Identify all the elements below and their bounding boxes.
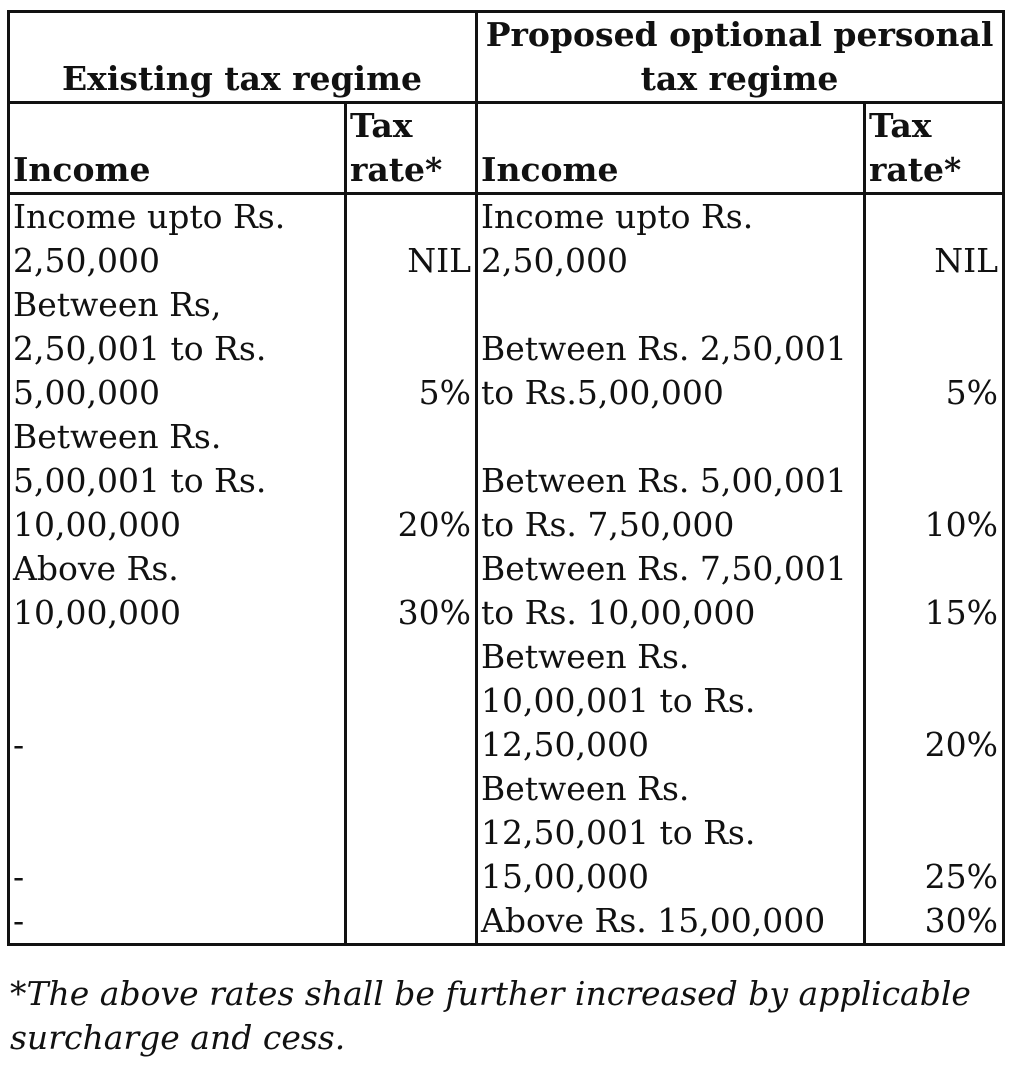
proposed-tax-rate-column-header: Tax rate* (865, 103, 1004, 194)
proposed-income-cell: Between Rs. 2,50,001 to Rs.5,00,000 (477, 283, 865, 415)
proposed-rate-cell: 15% (865, 547, 1004, 635)
table-row (9, 283, 1004, 415)
proposed-rate-cell: 10% (865, 415, 1004, 547)
table-row (9, 194, 1004, 284)
table-row (9, 415, 1004, 547)
proposed-rate-cell: NIL (865, 194, 1004, 284)
proposed-income-cell: Between Rs. 10,00,001 to Rs. 12,50,000 (477, 635, 865, 767)
table-row (9, 635, 1004, 767)
existing-income-cell: - (9, 899, 346, 945)
proposed-rate-cell: 30% (865, 899, 1004, 945)
existing-regime-header: Existing tax regime (9, 12, 477, 103)
existing-rate-cell (346, 635, 477, 767)
existing-tax-rate-column-header: Tax rate* (346, 103, 477, 194)
column-header-row (9, 103, 1004, 194)
existing-rate-cell: NIL (346, 194, 477, 284)
existing-income-cell: Between Rs. 5,00,001 to Rs. 10,00,000 (9, 415, 346, 547)
table-row (9, 899, 1004, 945)
existing-income-column-header: Income (9, 103, 346, 194)
proposed-regime-header: Proposed optional personal tax regime (477, 12, 1004, 103)
proposed-rate-cell: 5% (865, 283, 1004, 415)
table-row (9, 767, 1004, 899)
regime-header-row (9, 12, 1004, 103)
proposed-income-cell: Above Rs. 15,00,000 (477, 899, 865, 945)
existing-rate-cell (346, 767, 477, 899)
table-row (9, 547, 1004, 635)
existing-income-cell: Income upto Rs. 2,50,000 (9, 194, 346, 284)
proposed-rate-cell: 20% (865, 635, 1004, 767)
tax-rate-comparison-table (7, 10, 1005, 946)
proposed-rate-cell: 25% (865, 767, 1004, 899)
existing-income-cell: Above Rs. 10,00,000 (9, 547, 346, 635)
existing-income-cell: - (9, 767, 346, 899)
existing-rate-cell: 5% (346, 283, 477, 415)
existing-rate-cell (346, 899, 477, 945)
proposed-income-cell: Between Rs. 7,50,001 to Rs. 10,00,000 (477, 547, 865, 635)
footnote: *The above rates shall be further increased by applicable surcharge and cess. (10, 974, 971, 1057)
proposed-income-cell: Between Rs. 12,50,001 to Rs. 15,00,000 (477, 767, 865, 899)
proposed-income-column-header: Income (477, 103, 865, 194)
existing-rate-cell: 30% (346, 547, 477, 635)
existing-income-cell: Between Rs, 2,50,001 to Rs. 5,00,000 (9, 283, 346, 415)
proposed-income-cell: Between Rs. 5,00,001 to Rs. 7,50,000 (477, 415, 865, 547)
existing-rate-cell: 20% (346, 415, 477, 547)
proposed-income-cell: Income upto Rs. 2,50,000 (477, 194, 865, 284)
existing-income-cell: - (9, 635, 346, 767)
